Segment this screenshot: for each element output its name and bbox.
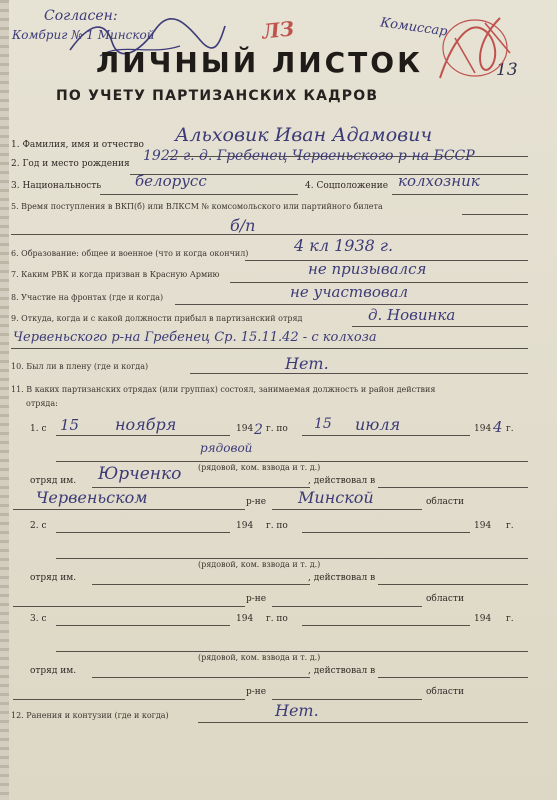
field-3-value: белорусс [135,172,207,190]
field-3-label: 3. Национальность [11,181,102,191]
unit-label: отряд им. [30,573,77,583]
field-5-value: б/п [230,216,256,235]
field-1-value: Альховик Иван Адамович [175,124,433,146]
field-12-value: Нет. [275,701,319,720]
block-number: 3. с [30,614,47,624]
acted-label: , действовал в [308,666,376,676]
field-6-label: 6. Образование: общее и военное (что и когда окончил) [11,249,249,258]
year-suffix: г. [506,424,514,434]
to-day: 15 [314,416,332,432]
from-year-prefix: 194 [236,521,254,531]
field-8-label: 8. Участие на фронтах (где и когда) [11,293,164,302]
field-11-label-2: отряда: [26,399,58,408]
to-year-prefix: 194 [474,424,492,434]
red-mark: ЛЗ [260,16,296,44]
block-number: 2. с [30,521,47,531]
position-hint: (рядовой, ком. взвода и т. д.) [198,463,321,472]
acted-label: , действовал в [308,476,376,486]
region-label: области [426,497,464,507]
year-suffix: г. [506,521,514,531]
field-7-value: не призывался [308,260,427,278]
field-7-label: 7. Каким РВК и когда призван в Красную Армию [11,270,220,279]
field-2-label: 2. Год и место рождения [11,159,130,169]
district-label: р-не [246,497,267,507]
field-1-label: 1. Фамилия, имя и отчество [11,140,144,150]
field-10-label: 10. Был ли в плену (где и когда) [11,362,149,371]
commissar-note: Комиссар [379,15,449,40]
field-12-label: 12. Ранения и контузии (где и когда) [11,711,169,720]
field-2-value: 1922 г. д. Гребенец Червеньского р-на БССР [143,148,475,164]
district-value: Червеньском [36,488,148,507]
field-4-label: 4. Соцположение [305,181,389,191]
field-9-label: 9. Откуда, когда и с какой должности прибыл в партизанский отряд [11,314,303,323]
field-5-label: 5. Время поступления в ВКП(б) или ВЛКСМ № комсомольского или партийного билета [11,202,383,211]
field-9-value-1: д. Новинка [368,306,456,324]
field-8-value: не участвовал [290,283,409,301]
position-hint: (рядовой, ком. взвода и т. д.) [198,560,321,569]
field-11-label-1: 11. В каких партизанских отрядах (или группах) состоял, занимаемая должность и район действия [11,385,436,394]
from-day: 15 [60,416,80,434]
field-4-value: колхозник [398,172,480,190]
from-month: ноября [115,415,177,434]
to-label: г. по [266,424,288,434]
from-year-prefix: 194 [236,614,254,624]
acted-label: , действовал в [308,573,376,583]
unit-label: отряд им. [30,476,77,486]
block-number: 1. с [30,424,47,434]
page-number: 13 [496,60,518,80]
region-label: области [426,687,464,697]
to-label: г. по [266,614,288,624]
district-label: р-не [246,687,267,697]
form-subtitle: ПО УЧЕТУ ПАРТИЗАНСКИХ КАДРОВ [56,88,379,104]
to-year-prefix: 194 [474,614,492,624]
from-year-digit: 2 [254,422,263,438]
position-value: рядовой [200,441,253,455]
red-signature-icon [430,8,520,88]
unit-label: отряд им. [30,666,77,676]
field-9-value-2: Червеньского р-на Гребенец Ср. 15.11.42 - с колхоза [13,330,377,345]
approval-note: Согласен: [44,8,118,24]
district-label: р-не [246,594,267,604]
brigade-commander-note: Комбриг № 1 Минской [12,28,155,42]
field-10-value: Нет. [285,354,329,373]
unit-name: Юрченко [98,464,182,484]
form-title: ЛИЧНЫЙ ЛИСТОК [96,46,423,79]
to-year-digit: 4 [493,418,503,436]
to-year-prefix: 194 [474,521,492,531]
from-year-prefix: 194 [236,424,254,434]
to-month: июля [355,415,401,434]
region-value: Минской [298,488,374,507]
binder-edge [0,0,9,800]
region-label: области [426,594,464,604]
year-suffix: г. [506,614,514,624]
field-6-value: 4 кл 1938 г. [294,236,394,255]
to-label: г. по [266,521,288,531]
position-hint: (рядовой, ком. взвода и т. д.) [198,653,321,662]
